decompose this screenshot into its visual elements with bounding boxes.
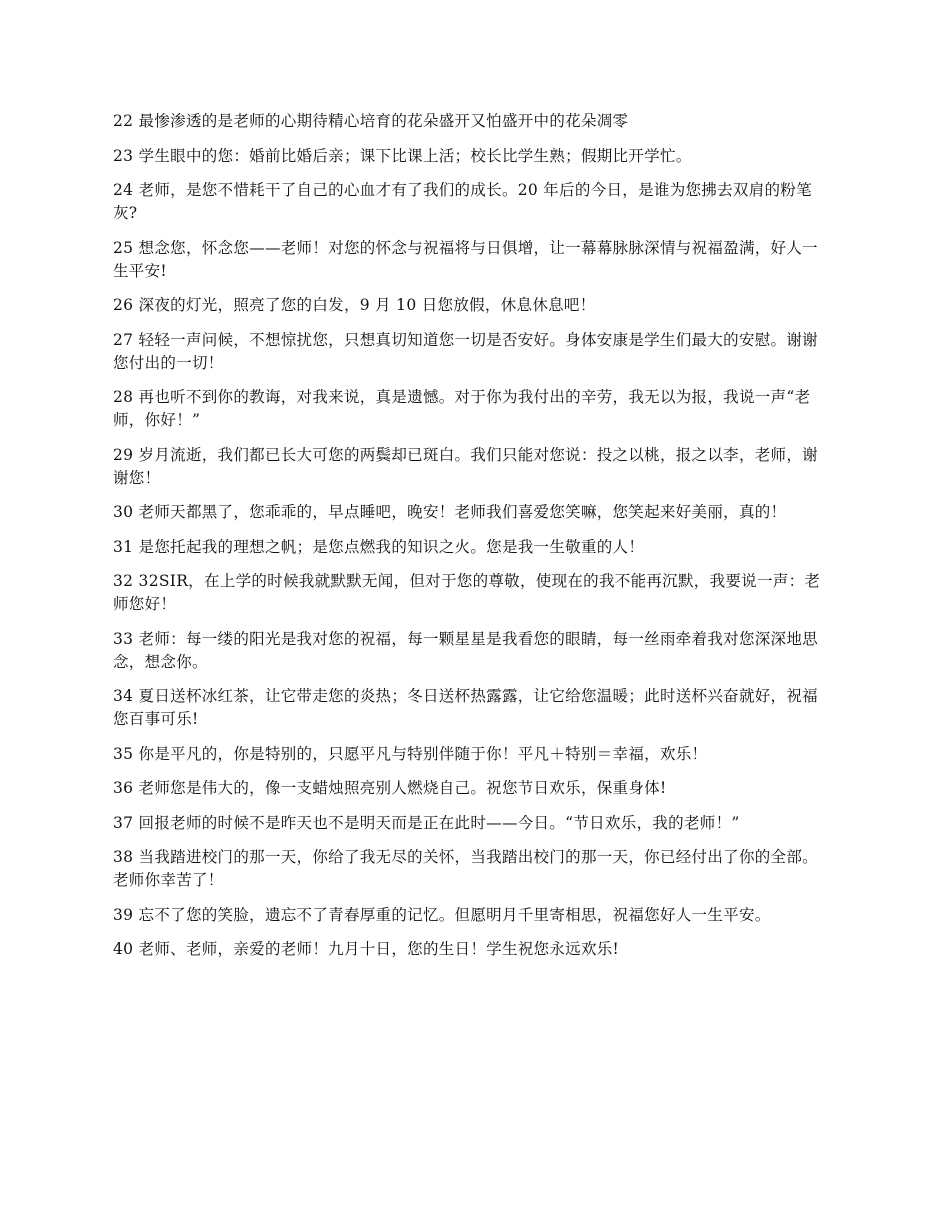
entry-31: 31 是您托起我的理想之帆；是您点燃我的知识之火。您是我一生敬重的人！ bbox=[113, 537, 645, 556]
entry-26: 26 深夜的灯光，照亮了您的白发，9 月 10 日您放假，休息休息吧！ bbox=[113, 296, 596, 314]
document-page bbox=[113, 110, 833, 973]
entry-40: 40 老师、老师，亲爱的老师！九月十日，您的生日！学生祝您永远欢乐! bbox=[113, 940, 620, 958]
entry-22: 22 最惨渗透的是老师的心期待精心培育的花朵盛开又怕盛开中的花朵凋零 bbox=[113, 112, 629, 130]
entry-28: 28 再也听不到你的教诲，对我来说，真是遗憾。对于你为我付出的辛劳，我无以为报，我说一声“老师，你好！” bbox=[113, 388, 811, 429]
entry-33: 33 老师：每一缕的阳光是我对您的祝福，每一颗星星是我看您的眼睛，每一丝雨牵着我对您深深地思念，想念你。 bbox=[113, 629, 818, 671]
entry-32: 32 32SIR，在上学的时候我就默默无闻，但对于您的尊敬，使现在的我不能再沉默，我要说一声：老师您好！ bbox=[113, 572, 821, 613]
entry-27: 27 轻轻一声问候，不想惊扰您，只想真切知道您一切是否安好。身体安康是学生们最大的安慰。谢谢您付出的一切！ bbox=[113, 330, 818, 372]
entry-24: 24 老师，是您不惜耗干了自己的心血才有了我们的成长。20 年后的今日，是谁为您拂去双肩的粉笔灰? bbox=[113, 181, 812, 222]
entry-30: 30 老师天都黑了，您乖乖的，早点睡吧，晚安！老师我们喜爱您笑嘛，您笑起来好美丽，真的！ bbox=[113, 503, 787, 521]
entry-39: 39 忘不了您的笑脸，遗忘不了青春厚重的记忆。但愿明月千里寄相思，祝福您好人一生平安。 bbox=[113, 905, 771, 924]
entry-35: 35 你是平凡的，你是特别的，只愿平凡与特别伴随于你！平凡＋特别＝幸福，欢乐！ bbox=[113, 744, 708, 763]
entry-34: 34 夏日送杯冰红茶，让它带走您的炎热；冬日送杯热露露，让它给您温暖；此时送杯兴奋就好，祝福您百事可乐! bbox=[113, 687, 818, 728]
entry-38: 38 当我踏进校门的那一天，你给了我无尽的关怀，当我踏出校门的那一天，你已经付出了你的全部。老师你幸苦了！ bbox=[113, 848, 818, 889]
entry-29: 29 岁月流逝，我们都已长大可您的两鬓却已斑白。我们只能对您说：投之以桃，报之以李，老师，谢谢您！ bbox=[113, 445, 818, 487]
entry-36: 36 老师您是伟大的，像一支蜡烛照亮别人燃烧自己。祝您节日欢乐，保重身体! bbox=[113, 779, 667, 797]
entry-25: 25 想念您，怀念您——老师！对您的怀念与祝福将与日俱增，让一幕幕脉脉深情与祝福盈满，好人一生平安! bbox=[113, 238, 818, 280]
entry-37: 37 回报老师的时候不是昨天也不是明天而是正在此时——今日。“节日欢乐，我的老师！” bbox=[113, 813, 740, 832]
entry-23: 23 学生眼中的您：婚前比婚后亲；课下比课上活；校长比学生熟；假期比开学忙。 bbox=[113, 146, 692, 165]
